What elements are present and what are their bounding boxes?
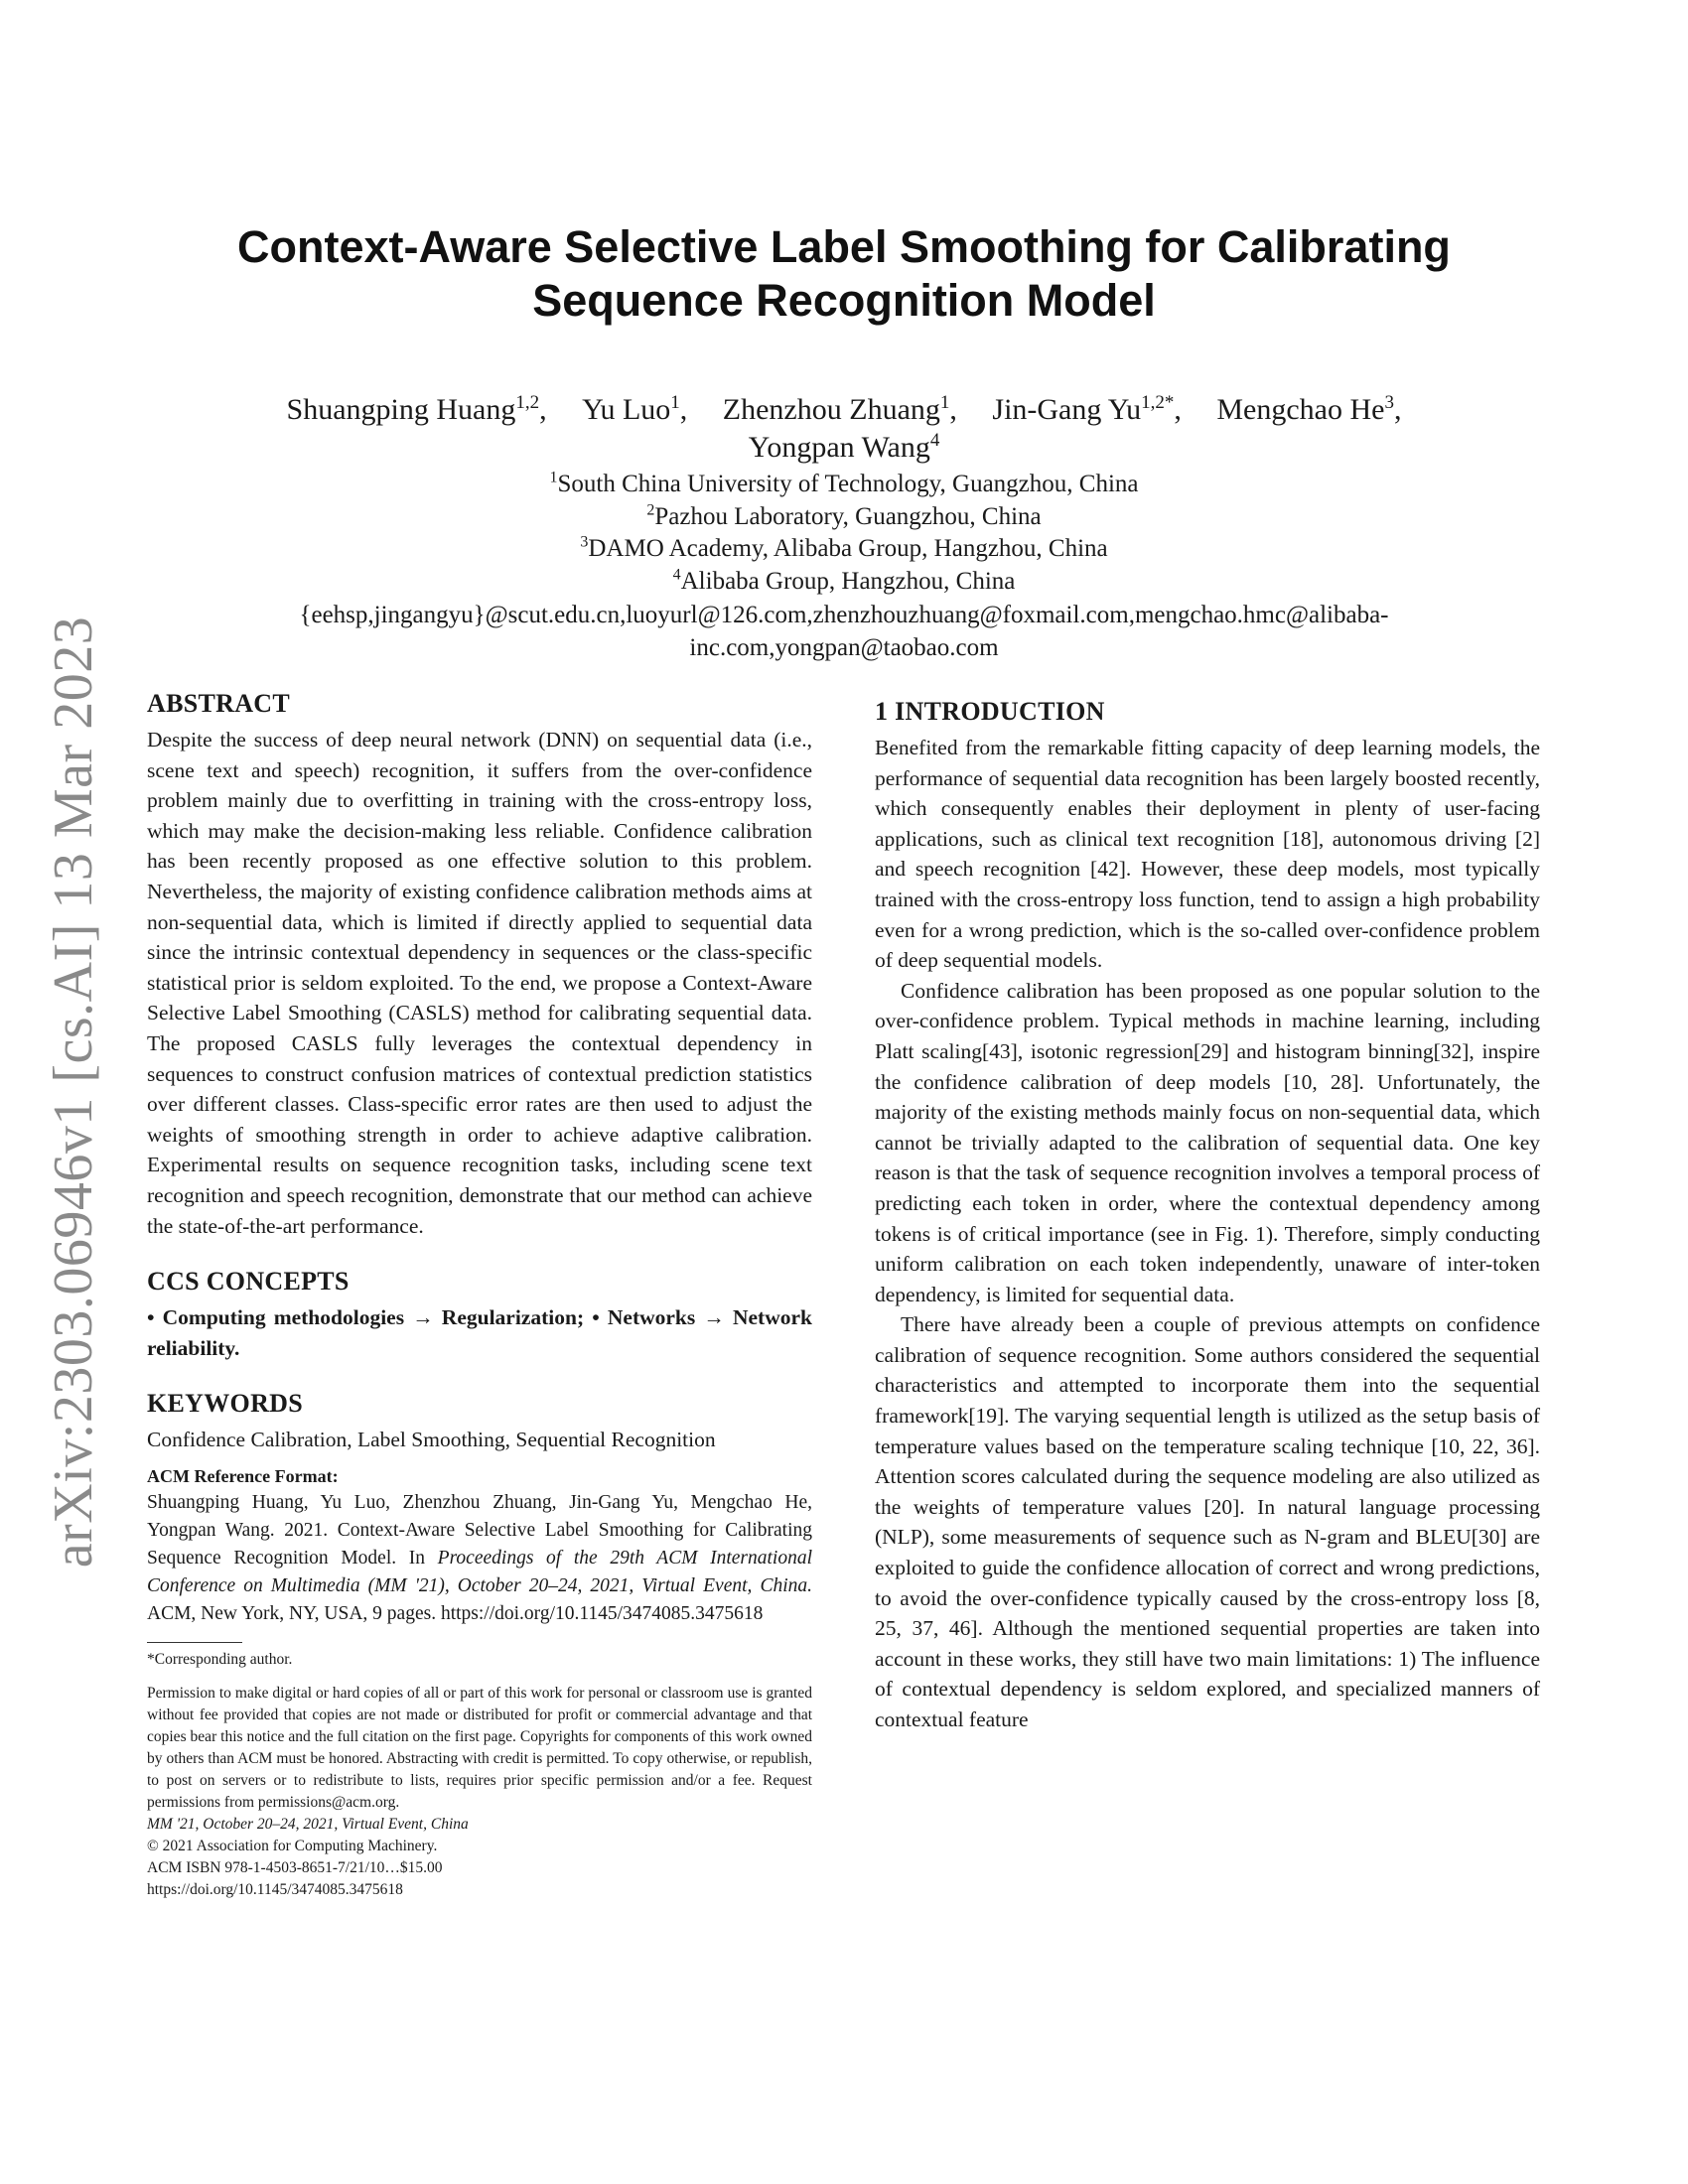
- conference-line: MM '21, October 20–24, 2021, Virtual Event, China: [147, 1815, 469, 1833]
- intro-paragraph: Benefited from the remarkable fitting capacity of deep learning models, the performance of sequential data recognition has been largely boosted recently, which consequently enables their deployment in plenty of user-facing applications, such as clinical text recognition [18], autonomous driving [2] and speech recognition [42]. However, these deep models, most typically trained with the cross-entropy loss function, tend to assign a high probability even for a wrong prediction, which is the so-called over-confidence problem of deep sequential models.: [875, 736, 1540, 973]
- acm-reference-heading: ACM Reference Format:: [147, 1465, 339, 1486]
- abstract-heading: ABSTRACT: [147, 689, 290, 718]
- keywords-heading: KEYWORDS: [147, 1389, 303, 1419]
- affiliation: $^1$South China University of Technology, Guangzhou, China: [549, 469, 1139, 497]
- affiliation: $^4$Alibaba Group, Hangzhou, China: [672, 566, 1016, 595]
- left-column: [147, 687, 812, 1901]
- arxiv-identifier: arXiv:2303.06946v1 [cs.AI] 13 Mar 2023: [43, 615, 104, 1569]
- keywords-text: Confidence Calibration, Label Smoothing, Sequential Recognition: [147, 1428, 716, 1452]
- copyright-line: © 2021 Association for Computing Machinery.: [147, 1837, 438, 1854]
- affiliation-list: [149, 469, 1539, 598]
- author-name: Zhenzhou Zhuang$^1$,: [722, 392, 957, 426]
- affiliation: $^2$Pazhou Laboratory, Guangzhou, China: [646, 501, 1042, 530]
- intro-paragraph: There have already been a couple of previous attempts on confidence calibration of sequence recognition. Some authors considered the sequential characteristics and attempted to incorporate them into the sequential framework[19]. The varying sequential length is utilized as the setup basis of temperature values based on the temperature scaling technique [10, 22, 36]. Attention scores calculated during the sequence modeling are also utilized as the weights of temperature values [20]. In natural language processing (NLP), some measurements of sequence such as N-gram and BLEU[30] are exploited to guide the confidence allocation of correct and wrong predictions, to avoid the over-confidence typically caused by the cross-entropy loss [8, 25, 37, 46]. Although the mentioned sequential properties are taken into account in these works, they still have two main limitations: 1) The influence of contextual dependency is seldom explored, and specialized manners of contextual feature: [875, 1312, 1540, 1731]
- paper-title: Context-Aware Selective Label Smoothing for Calibrating Sequence Recognition Model: [237, 221, 1451, 326]
- author-name: Mengchao He$^3$,: [1216, 392, 1402, 426]
- affiliation: $^3$DAMO Academy, Alibaba Group, Hangzhou, China: [580, 533, 1108, 562]
- corresponding-author-footnote: *Corresponding author.: [147, 1650, 293, 1668]
- author-name: Yongpan Wang$^4$: [748, 430, 940, 464]
- footnote-rule: [147, 1642, 242, 1643]
- author-emails: {eehsp,jingangyu}@scut.edu.cn,luoyurl@126.com,zhenzhouzhuang@foxmail.com,mengchao.hmc@alibaba-inc.com,yongpan@taobao.com: [299, 602, 1389, 661]
- isbn-line: ACM ISBN 978-1-4503-8651-7/21/10…$15.00: [147, 1858, 443, 1876]
- introduction-heading: 1 INTRODUCTION: [875, 697, 1105, 726]
- author-name: Yu Luo$^1$,: [582, 392, 688, 426]
- author-name: Jin-Gang $Yu^{1,2*}$,: [992, 392, 1182, 426]
- abstract-text: Despite the success of deep neural network (DNN) on sequential data (i.e., scene text and speech) recognition, it suffers from the over-confidence problem mainly due to overfitting in training with the cross-entropy loss, which may make the decision-making less reliable. Confidence calibration has been recently proposed as one effective solution to this problem. Nevertheless, the majority of existing confidence calibration methods aims at non-sequential data, which is limited if directly applied to sequential data since the intrinsic contextual dependency in sequences or the class-specific statistical prior is seldom exploited. To the end, we propose a Context-Aware Selective Label Smoothing (CASLS) method for calibrating sequential data. The proposed CASLS fully leverages the contextual dependency in sequences to construct confusion matrices of contextual prediction statistics over different classes. Class-specific error rates are then used to adjust the weights of smoothing strength in order to achieve adaptive calibration. Experimental results on sequence recognition tasks, including scene text recognition and speech recognition, demonstrate that our method can achieve the state-of-the-art performance.: [147, 728, 812, 1238]
- author-name: Shuangping Huang$^{1,2}$,: [286, 392, 547, 426]
- acm-reference-text: Shuangping Huang, Yu Luo, Zhenzhou Zhuang, Jin-Gang Yu, Mengchao He, Yongpan Wang. 2021. Context-Aware Selective Label Smoothing for Calibrating Sequence Recognition Model. In Proceedings of the 29th ACM International Conference on Multimedia (MM '21), October 20–24, 2021, Virtual Event, China. ACM, New York, NY, USA, 9 pages. https://doi.org/10.1145/3474085.3475618: [147, 1491, 813, 1624]
- ccs-heading: CCS CONCEPTS: [147, 1267, 350, 1297]
- doi-link[interactable]: https://doi.org/10.1145/3474085.3475618: [147, 1880, 403, 1898]
- ccs-concepts: • Computing methodologies → Regularization; • Networks → Network reliability.: [147, 1305, 812, 1360]
- author-list: [149, 391, 1539, 467]
- permission-text: Permission to make digital or hard copies of all or part of this work for personal or classroom use is granted without fee provided that copies are not made or distributed for profit or commercial advantage and that copies bear this notice and the full citation on the first page. Copyrights for components of this work owned by others than ACM must be honored. Abstracting with credit is permitted. To copy otherwise, or republish, to post on servers or to redistribute to lists, requires prior specific permission and/or a fee. Request permissions from permissions@acm.org.: [147, 1684, 812, 1811]
- intro-paragraph: Confidence calibration has been proposed as one popular solution to the over-confidence problem. Typical methods in machine learning, including Platt scaling[43], isotonic regression[29] and histogram binning[32], inspire the confidence calibration of deep models [10, 28]. Unfortunately, the majority of the existing methods mainly focus on non-sequential data, which cannot be trivially adapted to the calibration of sequential data. One key reason is that the task of sequence recognition involves a temporal process of predicting each token in order, where the contextual dependency among tokens is of critical importance (see in Fig. 1). Therefore, simply conducting uniform calibration on each token independently, unaware of inter-token dependency, is limited for sequential data.: [875, 978, 1540, 1306]
- permission-block: [147, 1683, 812, 1901]
- right-column: [875, 695, 1540, 1735]
